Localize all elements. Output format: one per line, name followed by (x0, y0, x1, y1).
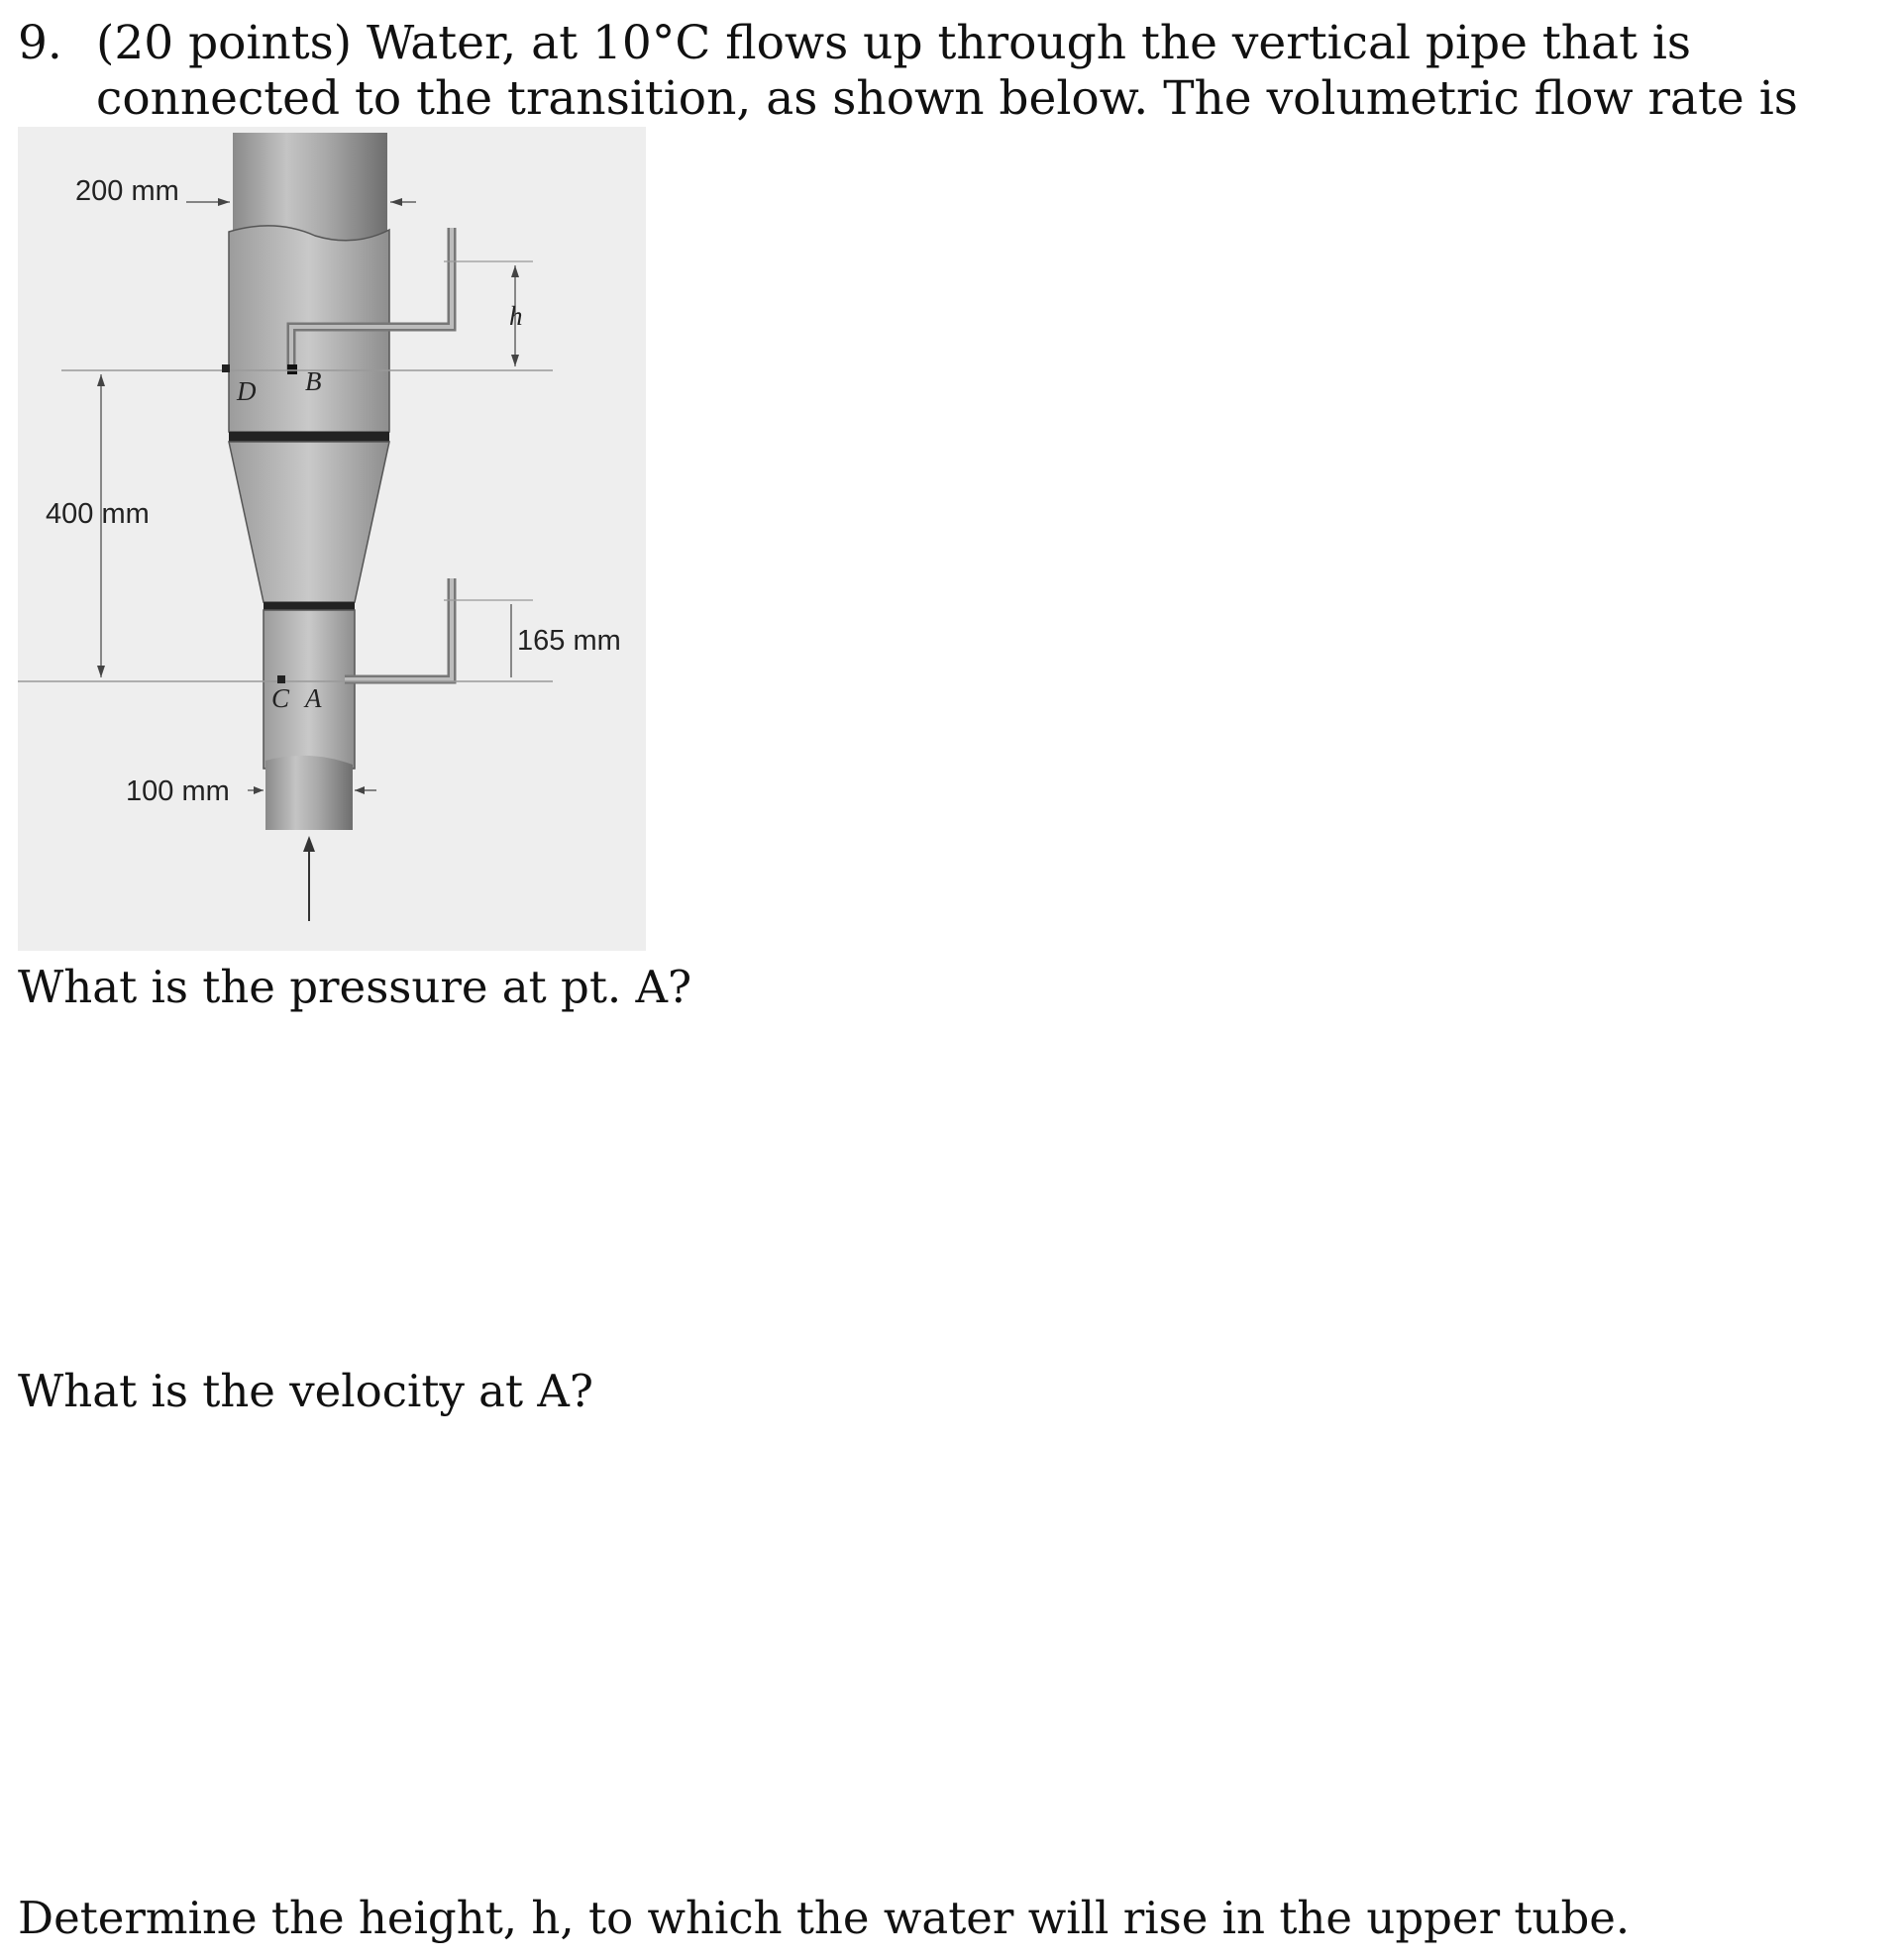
label-100mm: 100 mm (126, 775, 230, 807)
lower-pipe-outer (265, 756, 353, 830)
label-point-c: C (271, 683, 290, 713)
label-400mm: 400 mm (46, 498, 150, 530)
problem-number: 9. (18, 16, 62, 70)
lower-manometer-tube (345, 578, 452, 679)
problem-statement: (20 points) Water, at 10°C flows up through the vertical pipe that is connected to the transition, as shown below. The volumetric flow rate is (96, 16, 1798, 126)
pipe-diagram (18, 127, 646, 951)
transition-cone (229, 442, 389, 602)
label-h: h (509, 301, 523, 331)
label-point-b: B (305, 366, 322, 396)
question-height-h: Determine the height, h, to which the water will rise in the upper tube. (18, 1892, 1631, 1944)
label-165mm: 165 mm (517, 625, 621, 657)
upper-pipe-outer (233, 133, 387, 242)
label-200mm: 200 mm (75, 175, 179, 207)
label-point-a: A (305, 683, 322, 713)
pipe-transition-figure (18, 127, 646, 951)
question-pressure-a: What is the pressure at pt. A? (18, 961, 692, 1013)
question-velocity-a: What is the velocity at A? (18, 1365, 594, 1417)
tap-b-marker (287, 364, 297, 374)
label-point-d: D (237, 376, 257, 406)
